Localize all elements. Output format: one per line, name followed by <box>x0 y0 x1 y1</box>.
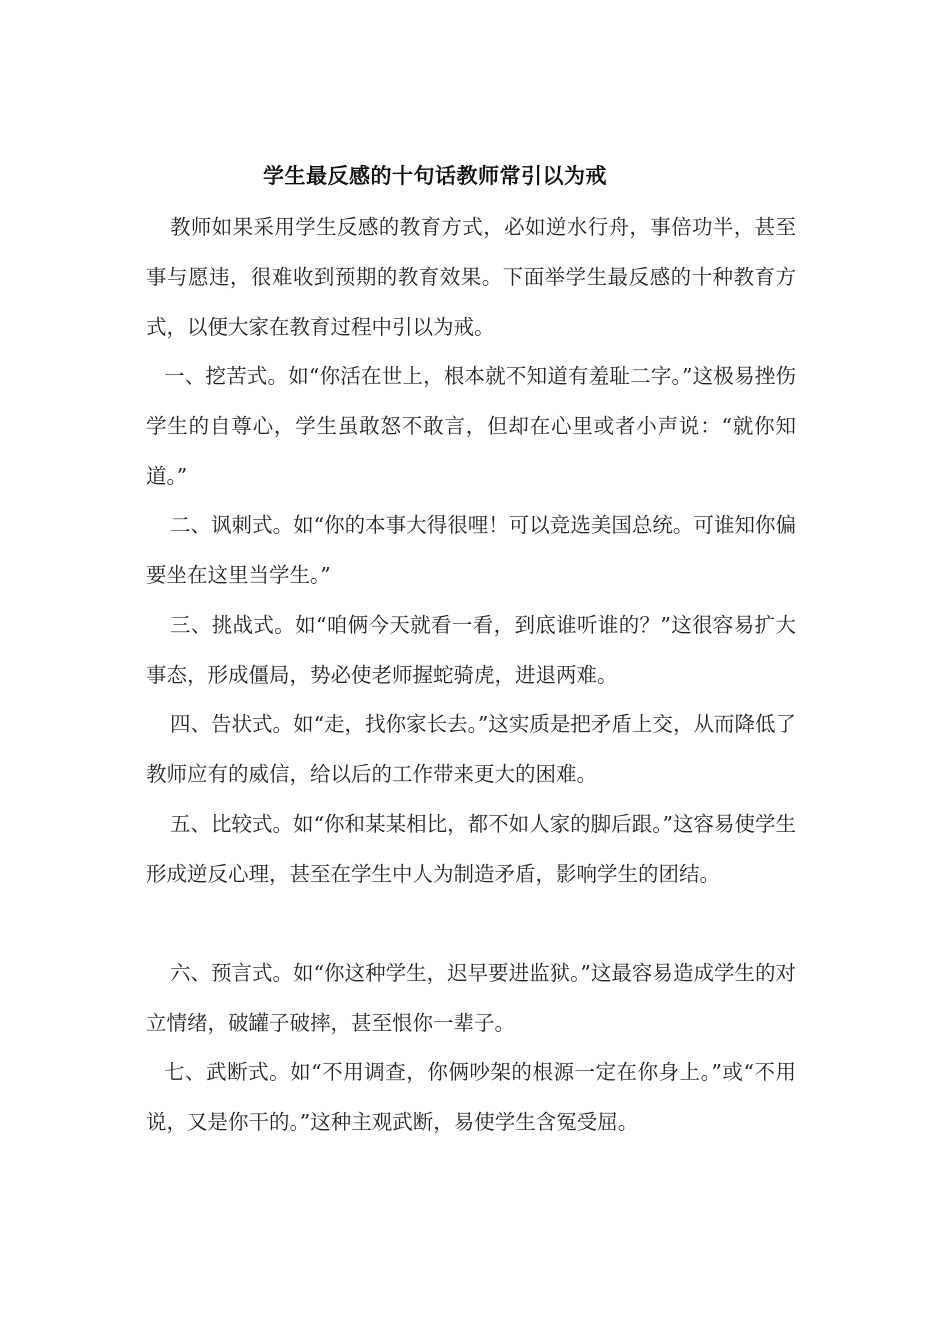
paragraph-item-2: 二、讽刺式。如“你的本事大得很哩！可以竞选美国总统。可谁知你偏要坐在这里当学生。” <box>146 513 796 587</box>
paragraph-item-5: 五、比较式。如“你和某某相比，都不如人家的脚后跟。”这容易使学生形成逆反心理，甚至在学生中人为制造矛盾，影响学生的团结。 <box>146 812 796 886</box>
paragraph-item-1: 一、挖苦式。如“你活在世上，根本就不知道有羞耻二字。”这极易挫伤学生的自尊心，学生虽敢怒不敢言，但却在心里或者小声说：“就你知道。” <box>146 364 796 488</box>
paragraph-item-7: 七、武断式。如“不用调查，你俩吵架的根源一定在你身上。”或“不用说，又是你干的。”这种主观武断，易使学生含冤受屈。 <box>146 1060 796 1134</box>
paragraph-item-4: 四、告状式。如“走，找你家长去。”这实质是把矛盾上交，从而降低了教师应有的威信，给以后的工作带来更大的困难。 <box>146 712 796 786</box>
paragraph-item-6: 六、预言式。如“你这种学生，迟早要进监狱。”这最容易造成学生的对立情绪，破罐子破摔，甚至恨你一辈子。 <box>146 961 796 1035</box>
paragraph-item-3: 三、挑战式。如“咱俩今天就看一看，到底谁听谁的？”这很容易扩大事态，形成僵局，势必使老师握蛇骑虎，进退两难。 <box>146 613 796 687</box>
paragraph-intro: 教师如果采用学生反感的教育方式，必如逆水行舟，事倍功半，甚至事与愿违，很难收到预期的教育效果。下面举学生最反感的十种教育方式，以便大家在教育过程中引以为戒。 <box>146 215 796 339</box>
document-title: 学生最反感的十句话教师常引以为戒 <box>263 164 607 188</box>
